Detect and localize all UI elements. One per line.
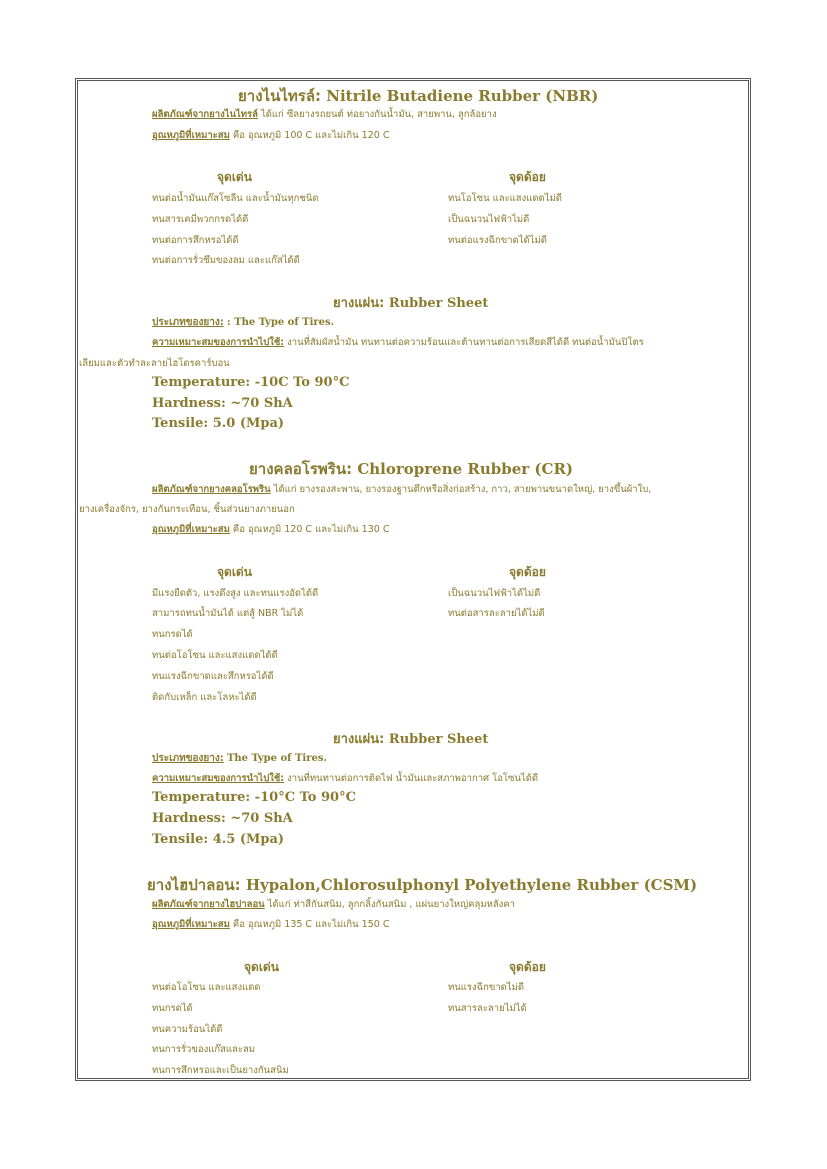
nbr-title-en: Nitrile Butadiene Rubber (NBR) <box>326 87 599 105</box>
cr-sheet-title-th: ยางแผ่น: <box>333 732 385 747</box>
nbr-sheet-title-en: Rubber Sheet <box>388 296 489 311</box>
cr-title-th: ยางคลอโรพริน: <box>249 460 353 478</box>
nbr-title-th: ยางไนไทรล์: <box>238 87 322 105</box>
nbr-con-item: ทนต่อแรงฉีกขาดได้ไม่ดี <box>448 235 547 246</box>
cr-temp-label: อุณหภูมิที่เหมาะสม <box>152 524 230 535</box>
nbr-sheet-title <box>333 292 488 313</box>
cr-temperature <box>152 522 389 537</box>
cr-sheet-title <box>333 728 488 749</box>
nbr-con-item: เป็นฉนวนไฟฟ้าไม่ดี <box>448 214 530 225</box>
nbr-pro-item: ทนต่อน้ำมันแก๊สโซลีน และน้ำมันทุกชนิด <box>152 193 319 204</box>
csm-pro-item: ทนกรดได้ <box>152 1003 193 1014</box>
cr-pros-heading: จุดเด่น <box>217 565 252 579</box>
cr-con-item: ทนต่อสารละลายได้ไม่ดี <box>448 608 545 619</box>
csm-cons-heading: จุดด้อย <box>509 960 546 974</box>
nbr-products-label: ผลิตภัณฑ์จากยางไนไทรล์ <box>152 109 258 120</box>
csm-pro-item: ทนต่อโอโซน และแสงแดด <box>152 982 261 993</box>
nbr-usage-text-2: เลียมและตัวทำละลายไฮโดรคาร์บอน <box>79 358 230 369</box>
csm-con-item: ทนแรงฉีกขาดไม่ดี <box>448 982 525 993</box>
cr-hardness-spec: Hardness: ~70 ShA <box>152 811 293 826</box>
nbr-tensile-spec: Tensile: 5.0 (Mpa) <box>152 416 285 431</box>
nbr-products <box>152 107 497 122</box>
nbr-cons-heading: จุดด้อย <box>509 170 546 184</box>
nbr-con-item: ทนโอโซน และแสงแดดไม่ดี <box>448 193 562 204</box>
cr-pro-item: สามารถทนน้ำมันได้ แต่สู้ NBR ไม่ได้ <box>152 608 304 619</box>
csm-title-th: ยางไฮปาลอน: <box>147 876 241 894</box>
csm-con-item: ทนสารละลายไม่ได้ <box>448 1003 527 1014</box>
nbr-pro-item: ทนต่อการสึกหรอได้ดี <box>152 235 239 246</box>
cr-tensile-spec: Tensile: 4.5 (Mpa) <box>152 832 285 847</box>
nbr-temperature <box>152 128 389 143</box>
csm-temp-text: คือ อุณหภูมิ 135 C และไม่เกิน 150 C <box>232 919 390 930</box>
cr-pro-item: ทนแรงฉีกขาดและสึกหรอได้ดี <box>152 671 274 682</box>
cr-usage-text: งานที่ทนทานต่อการติดไฟ น้ำมันและสภาพอากาศ โอโซนได้ดี <box>287 773 539 784</box>
nbr-sheet-type <box>152 315 334 330</box>
cr-usage-label: ความเหมาะสมของการนำไปใช้: <box>152 773 285 784</box>
csm-temperature <box>152 917 389 932</box>
cr-sheet-type <box>152 751 327 766</box>
nbr-type-label: ประเภทของยาง: <box>152 317 224 328</box>
cr-pro-item: มีแรงยืดตัว, แรงดึงสูง และทนแรงอัดได้ดี <box>152 588 319 599</box>
csm-title <box>147 873 697 897</box>
cr-products-text-2: ยางเครื่องจักร, ยางกันกระเทือน, ชิ้นส่วนยางภายนอก <box>79 504 295 515</box>
csm-products <box>152 897 515 912</box>
csm-pro-item: ทนการสึกหรอและเป็นยางกันสนิม <box>152 1065 289 1076</box>
nbr-pro-item: ทนสารเคมีพวกกรดได้ดี <box>152 214 249 225</box>
nbr-pro-item: ทนต่อการรั่วซึมของลม และแก๊สได้ดี <box>152 255 300 266</box>
csm-pros-heading: จุดเด่น <box>244 960 279 974</box>
cr-temp-text: คือ อุณหภูมิ 120 C และไม่เกิน 130 C <box>232 524 390 535</box>
nbr-type-value: : The Type of Tires. <box>226 317 335 328</box>
cr-pro-item: ติดกับเหล็ก และโลหะได้ดี <box>152 692 257 703</box>
nbr-title <box>238 84 598 108</box>
cr-pro-item: ทนต่อโอโซน และแสงแดดได้ดี <box>152 650 278 661</box>
cr-products <box>152 482 651 497</box>
cr-title-en: Chloroprene Rubber (CR) <box>357 460 574 478</box>
cr-temperature-spec: Temperature: -10°C To 90°C <box>152 790 356 805</box>
nbr-products-text: ได้แก่ ซีลยางรถยนต์ ท่อยางกันน้ำมัน, สายพาน, ลูกล้อยาง <box>260 109 497 120</box>
nbr-temp-text: คือ อุณหภูมิ 100 C และไม่เกิน 120 C <box>232 130 390 141</box>
csm-pro-item: ทนการรั่วของแก๊สและลม <box>152 1044 256 1055</box>
csm-title-en: Hypalon,Chlorosulphonyl Polyethylene Rubber (CSM) <box>245 876 698 894</box>
nbr-temp-label: อุณหภูมิที่เหมาะสม <box>152 130 230 141</box>
cr-sheet-title-en: Rubber Sheet <box>388 732 489 747</box>
cr-title <box>249 457 573 481</box>
nbr-pros-heading: จุดเด่น <box>217 170 252 184</box>
nbr-temperature-spec: Temperature: -10C To 90°C <box>152 375 350 390</box>
cr-products-text-1: ได้แก่ ยางรองสะพาน, ยางรองฐานตึกหรือสิ่งก่อสร้าง, กาว, สายพานขนาดใหญ่, ยางขึ้นผ้าใบ, <box>273 484 652 495</box>
csm-temp-label: อุณหภูมิที่เหมาะสม <box>152 919 230 930</box>
nbr-usage-text-1: งานที่สัมผัสน้ำมัน ทนทานต่อความร้อนและต้านทานต่อการเสียดสีได้ดี ทนต่อน้ำมันปิโตร <box>287 337 644 348</box>
cr-con-item: เป็นฉนวนไฟฟ้าได้ไม่ดี <box>448 588 541 599</box>
csm-products-text: ได้แก่ ท่าสีกันสนิม, ลูกกลิ้งกันสนิม , แผ่นยางใหญ่คลุมหลังคา <box>267 899 516 910</box>
nbr-hardness-spec: Hardness: ~70 ShA <box>152 396 293 411</box>
cr-cons-heading: จุดด้อย <box>509 565 546 579</box>
cr-products-label: ผลิตภัณฑ์จากยางคลอโรพริน <box>152 484 271 495</box>
nbr-sheet-title-th: ยางแผ่น: <box>333 296 385 311</box>
csm-pro-item: ทนความร้อนได้ดี <box>152 1024 223 1035</box>
csm-products-label: ผลิตภัณฑ์จากยางไฮปาลอน <box>152 899 265 910</box>
cr-pro-item: ทนกรดได้ <box>152 629 193 640</box>
cr-sheet-usage <box>152 771 538 786</box>
nbr-sheet-usage <box>152 335 644 350</box>
nbr-usage-label: ความเหมาะสมของการนำไปใช้: <box>152 337 285 348</box>
cr-type-label: ประเภทของยาง: <box>152 753 224 764</box>
cr-type-value: The Type of Tires. <box>226 753 327 764</box>
